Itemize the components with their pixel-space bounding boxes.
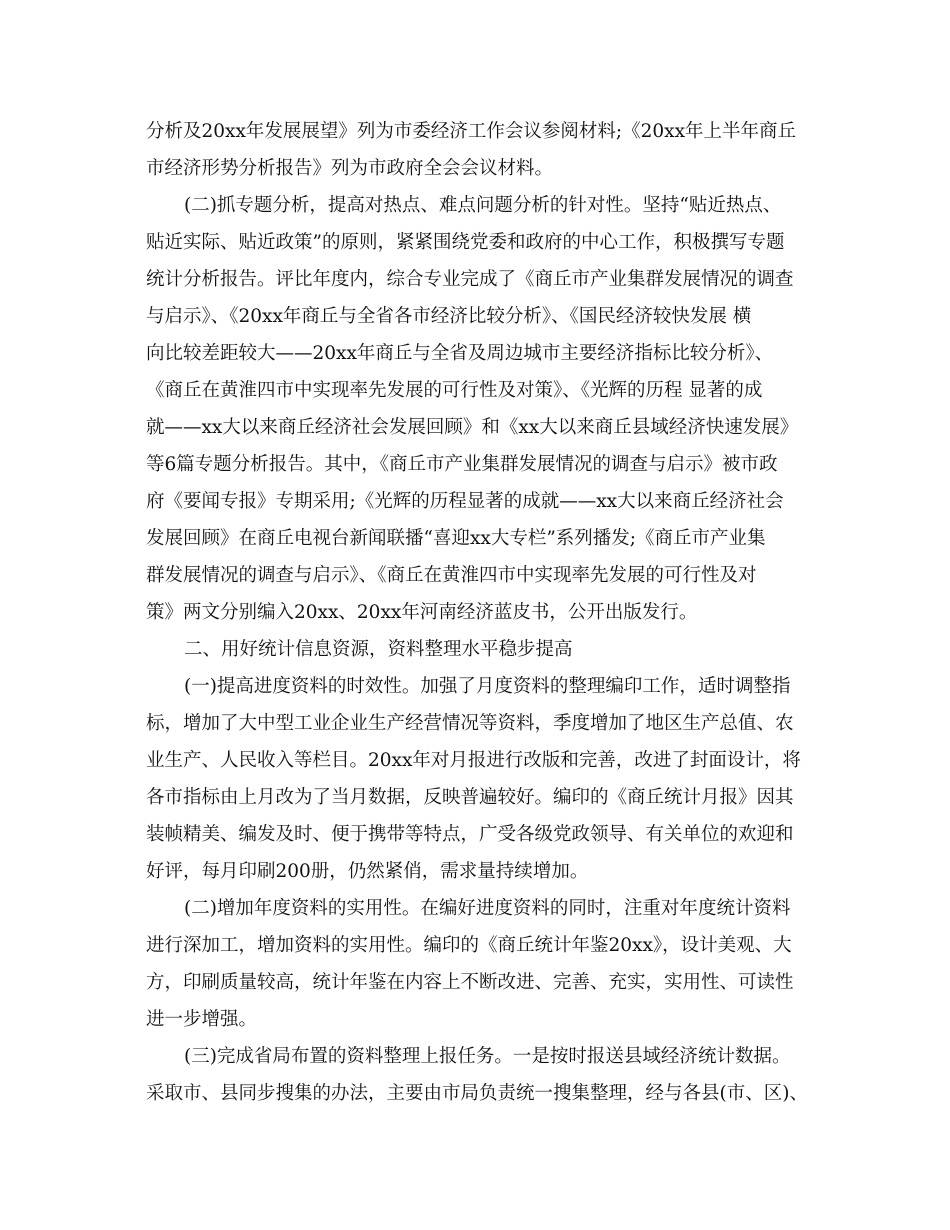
text-line: 《商丘在黄淮四市中实现率先发展的可行性及对策》、《光辉的历程 显著的成 xyxy=(146,380,763,401)
text-line: 进一步增强。 xyxy=(146,1009,258,1030)
text-line: 等6篇专题分析报告。其中，《商丘市产业集群发展情况的调查与启示》被市政 xyxy=(146,454,778,475)
section-heading: 二、用好统计信息资源，资料整理水平稳步提高 xyxy=(184,639,573,660)
text-line: 市经济形势分析报告》列为市政府全会会议材料。 xyxy=(146,158,554,179)
text-line: 贴近实际、贴近政策”的原则，紧紧围绕党委和政府的中心工作，积极撰写专题 xyxy=(146,232,785,253)
paragraph-heading: (二)抓专题分析，提高对热点、难点问题分析的针对性。坚持“贴近热点、 xyxy=(184,195,782,216)
text-line: 向比较差距较大——20xx年商丘与全省及周边城市主要经济指标比较分析》、 xyxy=(146,343,774,364)
text-line: 就——xx大以来商丘经济社会发展回顾》和《xx大以来商丘县域经济快速发展》 xyxy=(146,417,799,438)
text-line: 各市指标由上月改为了当月数据，反映普遍较好。编印的《商丘统计月报》因其 xyxy=(146,787,794,808)
text-line: 发展回顾》在商丘电视台新闻联播“喜迎xx大专栏”系列播发;《商丘市产业集 xyxy=(146,528,766,549)
paragraph-heading: (一)提高进度资料的时效性。加强了月度资料的整理编印工作，适时调整指 xyxy=(184,676,791,697)
text-line: 业生产、人民收入等栏目。20xx年对月报进行改版和完善，改进了封面设计，将 xyxy=(146,750,801,771)
text-line: 采取市、县同步搜集的办法，主要由市局负责统一搜集整理，经与各县(市、区)、 xyxy=(146,1083,808,1104)
text-line: 群发展情况的调查与启示》、《商丘在黄淮四市中实现率先发展的可行性及对 xyxy=(146,565,757,586)
text-line: 好评，每月印刷200册，仍然紧俏，需求量持续增加。 xyxy=(146,861,589,882)
paragraph-heading: (三)完成省局布置的资料整理上报任务。一是按时报送县域经济统计数据。 xyxy=(184,1046,791,1067)
text-line: 与启示》、《20xx年商丘与全省各市经济比较分析》、《国民经济较快发展 横 xyxy=(146,306,752,327)
text-line: 方，印刷质量较高，统计年鉴在内容上不断改进、完善、充实，实用性、可读性 xyxy=(146,972,794,993)
text-line: 标，增加了大中型工业企业生产经营情况等资料，季度增加了地区生产总值、农 xyxy=(146,713,794,734)
text-line: 策》两文分别编入20xx、20xx年河南经济蓝皮书，公开出版发行。 xyxy=(146,602,698,623)
text-line: 分析及20xx年发展展望》列为市委经济工作会议参阅材料;《20xx年上半年商丘 xyxy=(146,121,797,142)
text-line: 府《要闻专报》专期采用;《光辉的历程显著的成就——xx大以来商丘经济社会 xyxy=(146,491,784,512)
text-line: 统计分析报告。评比年度内，综合专业完成了《商丘市产业集群发展情况的调查 xyxy=(146,269,794,290)
text-line: 进行深加工，增加资料的实用性。编印的《商丘统计年鉴20xx》，设计美观、大 xyxy=(146,935,792,956)
paragraph-heading: (二)增加年度资料的实用性。在编好进度资料的同时，注重对年度统计资料 xyxy=(184,898,791,919)
text-line: 装帧精美、编发及时、便于携带等特点，广受各级党政领导、有关单位的欢迎和 xyxy=(146,824,794,845)
